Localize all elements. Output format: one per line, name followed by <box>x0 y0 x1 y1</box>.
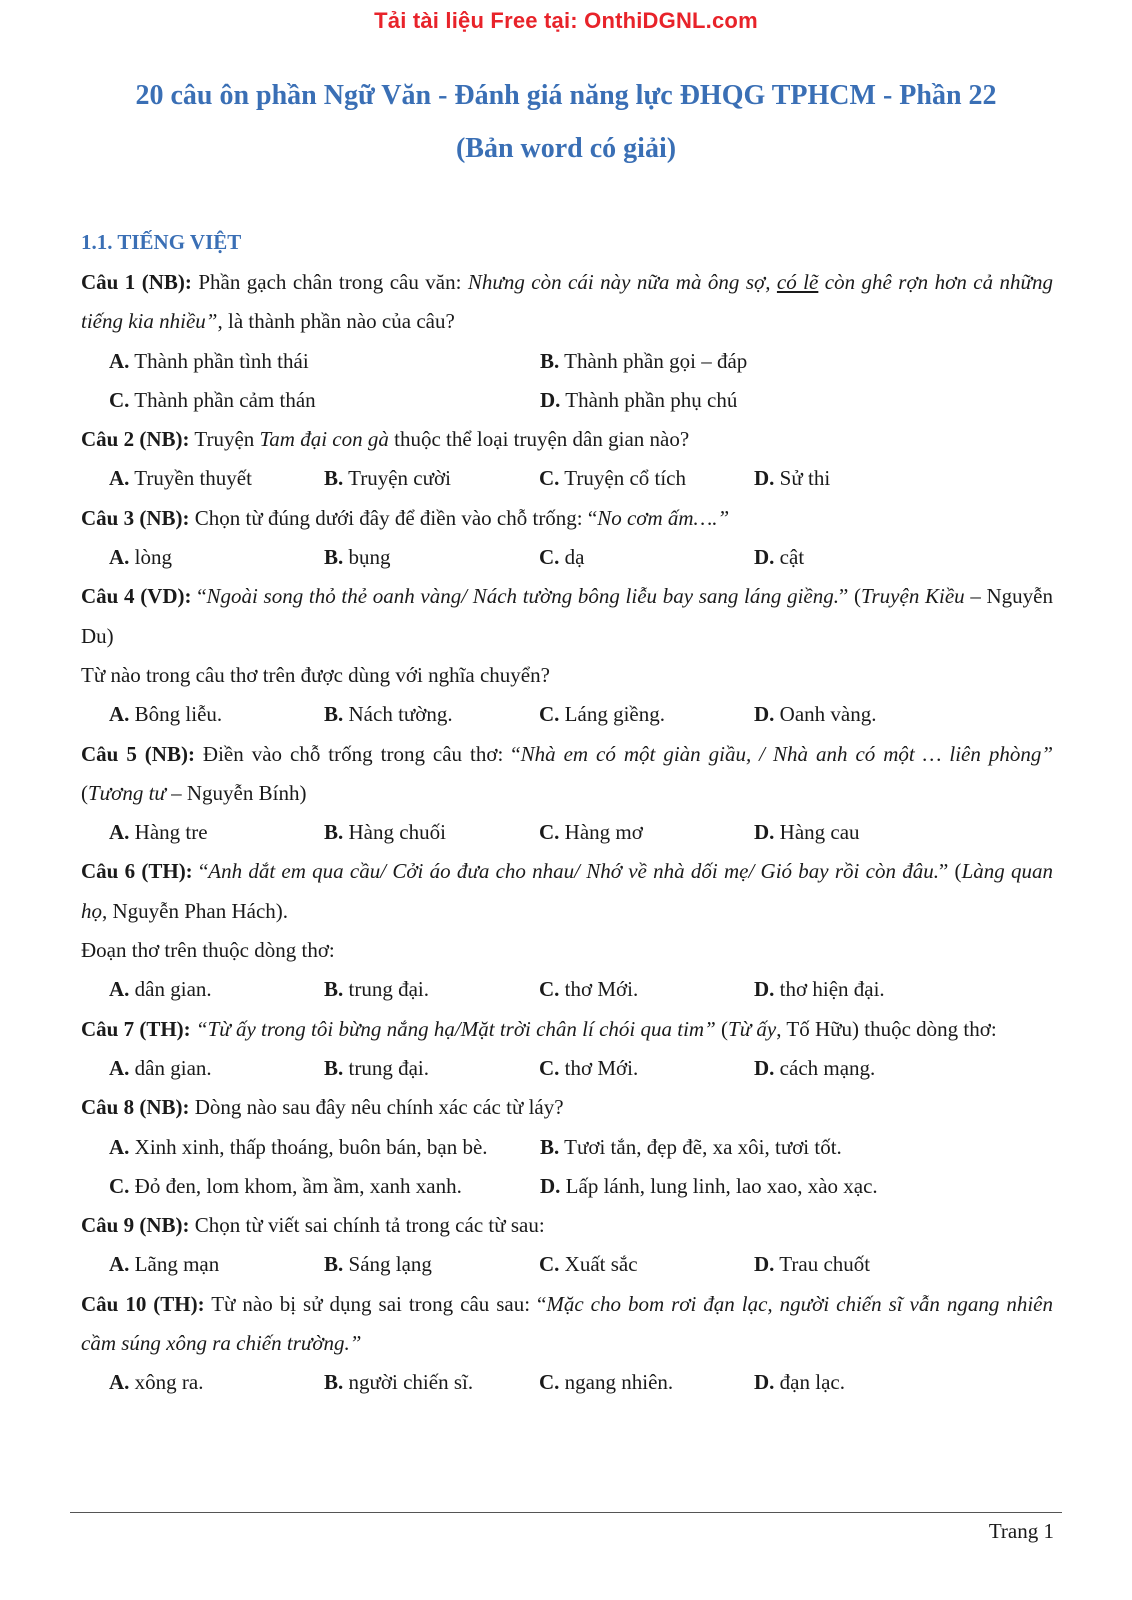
option-a: A. dân gian. <box>109 1055 212 1080</box>
options-q3 <box>81 538 1053 577</box>
question-8: Câu 8 (NB): Dòng nào sau đây nêu chính xác các từ láy? <box>81 1095 564 1120</box>
option-b: B. người chiến sĩ. <box>324 1370 474 1395</box>
options-q7 <box>81 1049 1053 1088</box>
question-text: , là thành phần nào của câu? <box>217 309 455 334</box>
question-label: Câu 7 (TH): <box>81 1016 191 1041</box>
quote-text: còn ghê rợn hơn cả những tiếng kia nhiều” <box>81 270 1053 334</box>
download-banner: Tải tài liệu Free tại: OnthiDGNL.com <box>374 8 758 33</box>
question-6-prompt: Đoạn thơ trên thuộc dòng thơ: <box>81 938 335 963</box>
document-subtitle: (Bản word có giải) <box>455 133 677 164</box>
option-d: D. Thành phần phụ chú <box>540 387 738 412</box>
options-q2 <box>81 459 1053 498</box>
option-a: A. Truyền thuyết <box>109 466 252 491</box>
option-d: D. cật <box>754 545 805 570</box>
quote-text: Anh dắt em qua cầu/ Cởi áo đưa cho nhau/ Nhớ về nhà dối mẹ/ Gió bay rồi còn đâu. <box>208 859 939 884</box>
question-label: Câu 5 (NB): <box>81 741 195 766</box>
question-4: Câu 4 (VD): “Ngoài song thỏ thẻ oanh vàng/ Nách tường bông liễu bay sang láng giềng.” (Truyện Kiều – Nguyễn Du) <box>81 584 1053 648</box>
work-title: Tương tư <box>88 780 166 805</box>
option-c: C. Xuất sắc <box>539 1252 638 1277</box>
option-b: B. bụng <box>324 545 391 570</box>
quote-text: Ngoài song thỏ thẻ oanh vàng/ Nách tường bông liễu bay sang láng giềng. <box>206 584 839 609</box>
option-c: C. Đỏ đen, lom khom, ầm ầm, xanh xanh. <box>109 1173 462 1198</box>
quote-text: Nhà em có một giàn giầu, / Nhà anh có một … liên phòng” <box>520 741 1054 766</box>
question-label: Câu 1 (NB): <box>81 270 192 294</box>
question-4-prompt: Từ nào trong câu thơ trên được dùng với nghĩa chuyển? <box>81 662 550 687</box>
option-b: B. Truyện cười <box>324 466 451 491</box>
question-3: Câu 3 (NB): Chọn từ đúng dưới đây để điền vào chỗ trống: “No cơm ấm….” <box>81 505 730 530</box>
quote-text: Mặc cho bom rơi đạn lạc, người chiến sĩ vẫn ngang nhiên cầm súng xông ra chiến trường.” <box>81 1291 1053 1356</box>
option-c: C. Hàng mơ <box>539 820 643 845</box>
options-q10 <box>81 1363 1053 1402</box>
question-label: Câu 10 (TH): <box>81 1291 205 1316</box>
option-d: D. Trau chuốt <box>754 1252 871 1277</box>
question-1 <box>81 263 1053 342</box>
option-b: B. Nách tường. <box>324 702 453 727</box>
question-label: Câu 2 (NB): <box>81 427 190 452</box>
quote-text: No cơm ấm….” <box>597 505 730 530</box>
quote-text: “Từ ấy trong tôi bừng nắng hạ/Mặt trời chân lí chói qua tim” <box>195 1016 716 1041</box>
question-7: Câu 7 (TH): “Từ ấy trong tôi bừng nắng hạ/Mặt trời chân lí chói qua tim” (Từ ấy, Tố Hữu) thuộc dòng thơ: <box>81 1016 997 1041</box>
question-6: Câu 6 (TH): “Anh dắt em qua cầu/ Cởi áo đưa cho nhau/ Nhớ về nhà dối mẹ/ Gió bay rồi còn đâu.” (Làng quan họ, Nguyễn Phan Hách). <box>81 859 1053 923</box>
work-title: Tam đại con gà <box>259 427 389 452</box>
option-b: B. Tươi tắn, đẹp đẽ, xa xôi, tươi tốt. <box>540 1134 842 1159</box>
option-d: D. Hàng cau <box>754 820 860 845</box>
option-a: A. Xinh xinh, thấp thoáng, buôn bán, bạn bè. <box>109 1134 488 1159</box>
option-a: A. lòng <box>109 545 173 570</box>
question-10: Câu 10 (TH): Từ nào bị sử dụng sai trong câu sau: “Mặc cho bom rơi đạn lạc, người chiến sĩ vẫn ngang nhiên cầm súng xông ra chiến trường.” <box>81 1291 1053 1356</box>
question-text: Phần gạch chân trong câu văn: <box>191 270 468 294</box>
option-c: C. ngang nhiên. <box>539 1370 674 1395</box>
footer-divider <box>70 1512 1062 1513</box>
option-c: C. dạ <box>539 545 585 570</box>
work-title: Làng quan họ <box>81 859 1053 923</box>
option-c: C. thơ Mới. <box>539 1055 639 1080</box>
option-a: A. xông ra. <box>109 1370 204 1395</box>
option-b: B. trung đại. <box>324 1055 429 1080</box>
document-title: 20 câu ôn phần Ngữ Văn - Đánh giá năng lực ĐHQG TPHCM - Phần 22 <box>135 80 997 111</box>
options-q9 <box>81 1245 1053 1284</box>
work-title: Từ ấy <box>728 1016 777 1041</box>
option-d: D. đạn lạc. <box>754 1370 845 1395</box>
option-a: A. Lãng mạn <box>109 1252 220 1277</box>
option-c: C. thơ Mới. <box>539 977 639 1002</box>
question-label: Câu 3 (NB): <box>81 505 190 530</box>
question-label: Câu 4 (VD): <box>81 584 192 609</box>
question-5: Câu 5 (NB): Điền vào chỗ trống trong câu thơ: “Nhà em có một giàn giầu, / Nhà anh có một … liên phòng” (Tương tư – Nguyễn Bính) <box>81 741 1054 805</box>
page-number: Trang 1 <box>988 1519 1054 1543</box>
work-title: Truyện Kiều <box>860 584 965 609</box>
question-9: Câu 9 (NB): Chọn từ viết sai chính tả trong các từ sau: <box>81 1213 545 1238</box>
option-c: C. Thành phần cảm thán <box>109 387 316 412</box>
options-q1 <box>81 342 1053 421</box>
option-c: C. Truyện cổ tích <box>539 466 687 491</box>
option-b: B. Sáng lạng <box>324 1252 432 1277</box>
option-d: D. thơ hiện đại. <box>754 977 885 1002</box>
option-d: D. Oanh vàng. <box>754 702 877 727</box>
option-b: B. trung đại. <box>324 977 429 1002</box>
option-d: D. Lấp lánh, lung linh, lao xao, xào xạc. <box>540 1173 878 1198</box>
option-d: D. cách mạng. <box>754 1055 876 1080</box>
options-q4 <box>81 695 1053 734</box>
question-label: Câu 8 (NB): <box>81 1095 190 1120</box>
option-c: C. Láng giềng. <box>539 702 665 727</box>
quote-text: Nhưng còn cái này nữa mà ông sợ, <box>467 270 777 294</box>
option-a: A. Hàng tre <box>109 820 208 845</box>
question-label: Câu 6 (TH): <box>81 859 193 884</box>
option-a: A. Thành phần tình thái <box>109 348 309 373</box>
question-2: Câu 2 (NB): Truyện Tam đại con gà thuộc thể loại truyện dân gian nào? <box>81 427 690 452</box>
section-heading: 1.1. TIẾNG VIỆT <box>81 230 242 254</box>
option-a: A. dân gian. <box>109 977 212 1002</box>
underlined-phrase: có lẽ <box>776 270 819 294</box>
option-b: B. Hàng chuối <box>324 820 446 845</box>
questions-body <box>81 263 1053 1403</box>
question-label: Câu 9 (NB): <box>81 1213 190 1238</box>
options-q5 <box>81 813 1053 852</box>
options-q8 <box>81 1128 1053 1207</box>
option-b: B. Thành phần gọi – đáp <box>540 348 748 373</box>
option-a: A. Bông liễu. <box>109 702 223 727</box>
options-q6 <box>81 970 1053 1009</box>
option-d: D. Sử thi <box>754 466 831 491</box>
